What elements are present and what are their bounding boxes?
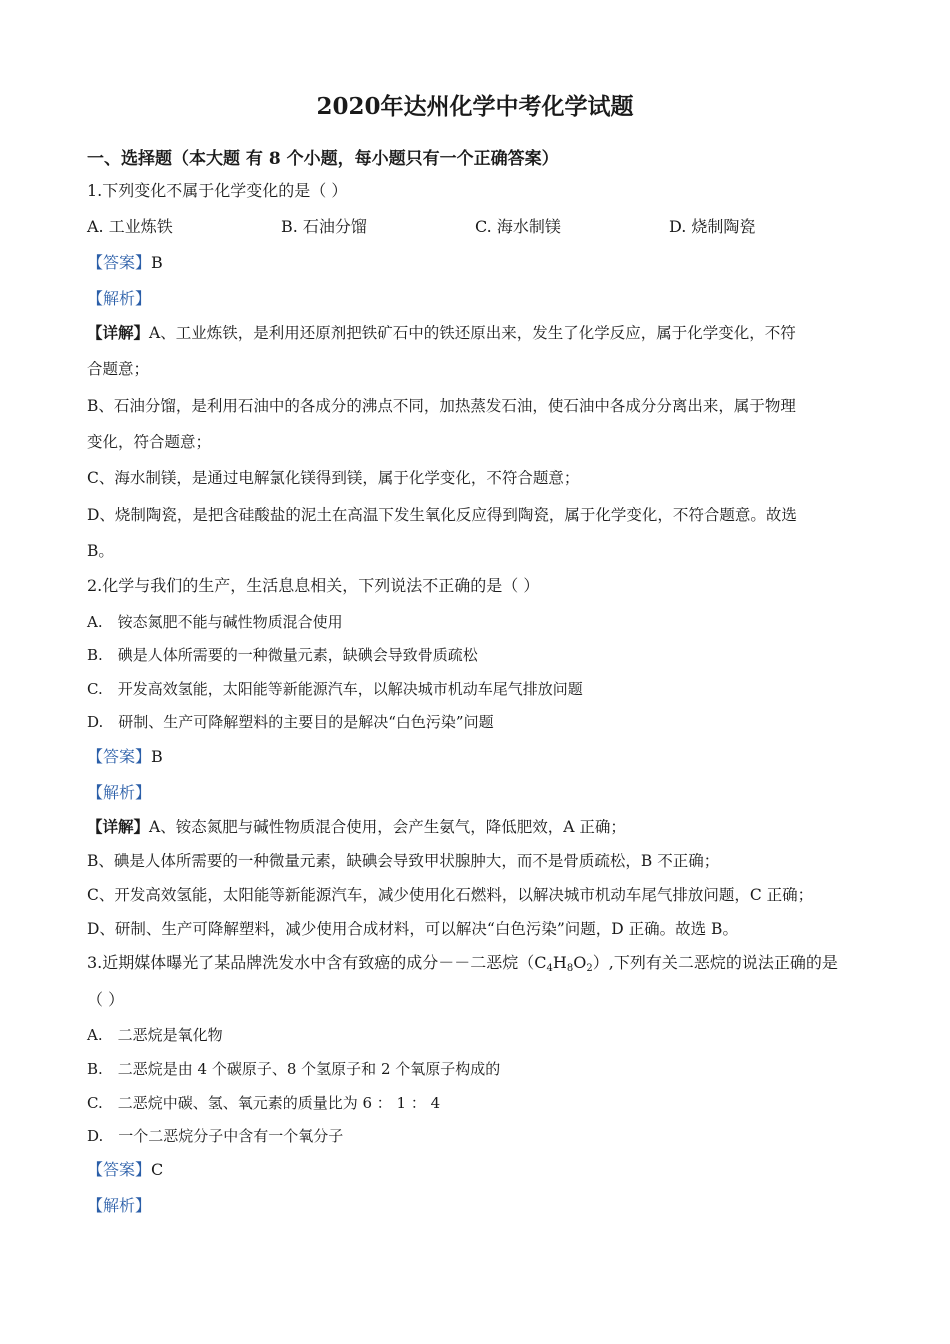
q1-option-a: A. 工业炼铁 [87,217,173,236]
answer-label: 【答案】 [87,253,152,272]
q2-detail-line: D、研制、生产可降解塑料，减少使用合成材料，可以解决“白色污染”问题，D 正确。故选 B。 [87,920,738,938]
q2-option-c: C. 开发高效氢能，太阳能等新能源汽车，以解决城市机动车尾气排放问题 [87,680,583,698]
answer-label: 【答案】 [87,1160,152,1179]
q1-detail-line: D、烧制陶瓷，是把含硅酸盐的泥土在高温下发生氧化反应得到陶瓷，属于化学变化，不符合题意。故选 [87,506,797,524]
detail-text: A、工业炼铁，是利用还原剂把铁矿石中的铁还原出来，发生了化学反应，属于化学变化，不符 [149,324,796,342]
q2-detail-line: B、碘是人体所需要的一种微量元素，缺碘会导致甲状腺肿大，而不是骨质疏松，B 不正确； [87,852,720,870]
answer-value: B [151,253,163,272]
q1-option-b: B. 石油分馏 [281,217,367,236]
answer-value: B [151,747,163,766]
section-heading: 一、选择题（本大题 有 8 个小题，每小题只有一个正确答案） [87,149,559,169]
q3-analysis-label: 【解析】 [87,1196,152,1215]
subscript: 4 [546,963,553,974]
q3-answer [87,1160,163,1180]
q1-option-c: C. 海水制镁 [475,217,561,236]
q3-option-b: B. 二恶烷是由 4 个碳原子、8 个氢原子和 2 个氧原子构成的 [87,1060,501,1078]
q1-option-d: D. 烧制陶瓷 [669,217,756,236]
q2-detail-line [87,817,626,837]
subscript: 8 [566,963,574,974]
detail-label: 【详解】 [87,323,150,342]
q2-answer [87,747,163,767]
answer-value: C [151,1160,164,1179]
answer-label: 【答案】 [87,747,152,766]
q3-option-a: A. 二恶烷是氧化物 [87,1026,223,1044]
q1-detail-line [87,323,796,343]
stem-text: 3.近期媒体曝光了某品牌洗发水中含有致癌的成分－－二恶烷（ [87,953,535,972]
stem-text: ）,下列有关二恶烷的说法正确的是 [592,953,838,972]
element-h: H [552,953,567,972]
q1-detail-line: 合题意； [87,360,150,378]
document-title: 2020年达州化学中考化学试题 [316,93,634,120]
q1-detail-line: B、石油分馏，是利用石油中的各成分的沸点不同，加热蒸发石油，使石油中各成分分离出来，属于物理 [87,397,796,415]
question-1-stem: 1.下列变化不属于化学变化的是（ ） [87,181,348,200]
q2-option-d: D. 研制、生产可降解塑料的主要目的是解决“白色污染”问题 [87,713,494,731]
q1-analysis-label: 【解析】 [87,289,152,308]
q2-option-a: A. 铵态氮肥不能与碱性物质混合使用 [87,613,343,631]
question-3-stem-cont: （ ） [87,990,125,1009]
q1-detail-line: 变化，符合题意； [87,433,212,451]
subscript: 2 [586,963,593,974]
q2-option-b: B. 碘是人体所需要的一种微量元素，缺碘会导致骨质疏松 [87,646,478,664]
q3-option-d: D. 一个二恶烷分子中含有一个氧分子 [87,1127,344,1145]
question-3-stem [87,953,838,979]
q1-detail-line: C、海水制镁，是通过电解氯化镁得到镁，属于化学变化，不符合题意； [87,469,580,487]
detail-label: 【详解】 [87,817,150,836]
question-2-stem: 2.化学与我们的生产，生活息息相关，下列说法不正确的是（ ） [87,576,540,595]
detail-text: A、铵态氮肥与碱性物质混合使用，会产生氨气，降低肥效，A 正确； [149,818,626,836]
q2-detail-line: C、开发高效氢能，太阳能等新能源汽车，减少使用化石燃料，以解决城市机动车尾气排放问题，C 正确； [87,886,814,904]
element-c: C [534,953,547,972]
q3-option-c: C. 二恶烷中碳、氢、氧元素的质量比为 6 ： 1 ： 4 [87,1094,441,1112]
q1-answer [87,253,163,273]
chemical-formula [534,953,592,972]
element-o: O [573,953,587,972]
q2-analysis-label: 【解析】 [87,783,152,802]
q1-detail-line: B。 [87,542,114,560]
